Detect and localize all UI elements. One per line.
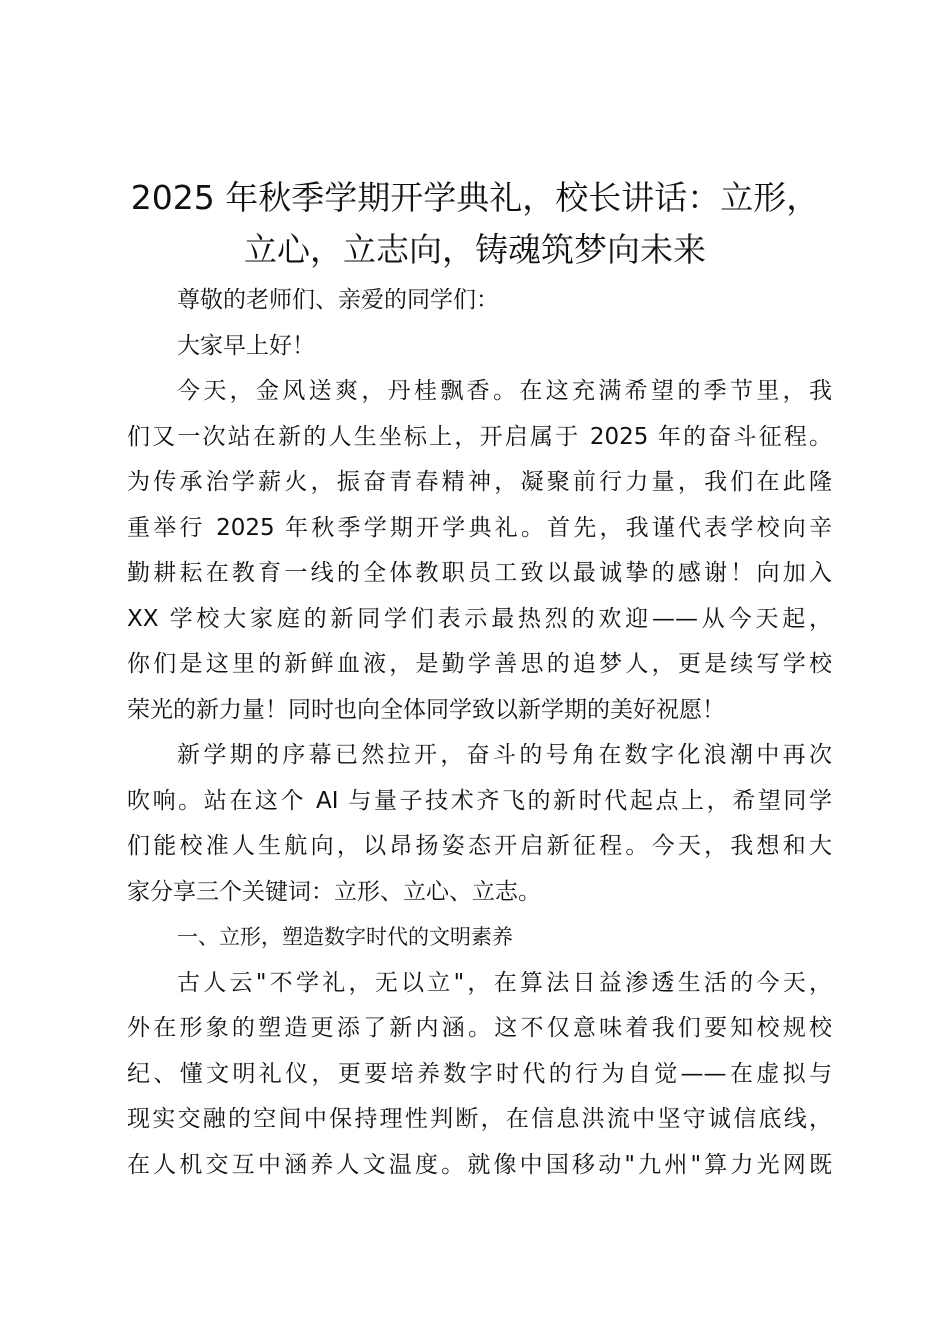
paragraph-line: 吹响。站在这个 AI 与量子技术齐飞的新时代起点上，希望同学 [127,787,832,814]
paragraph-line: 外在形象的塑造更添了新内涵。这不仅意味着我们要知校规校 [127,1015,832,1041]
paragraph-line: 重举行 2025 年秋季学期开学典礼。首先，我谨代表学校向辛 [127,514,832,541]
title-line: 2025 年秋季学期开学典礼，校长讲话：立形， [130,178,820,217]
paragraph-line: 家分享三个关键词：立形、立心、立志。 [127,878,541,905]
paragraph-line: 们又一次站在新的人生坐标上，开启属于 2025 年的奋斗征程。 [127,423,832,450]
paragraph-line: 你们是这里的新鲜血液，是勤学善思的追梦人，更是续写学校 [127,651,832,677]
salutation: 尊敬的老师们、亲爱的同学们： [177,287,499,313]
paragraph-line: 今天，金风送爽，丹桂飘香。在这充满希望的季节里，我 [177,378,832,404]
section-heading: 一、立形，塑造数字时代的文明素养 [177,925,513,949]
paragraph-line: 纪、懂文明礼仪，更要培养数字时代的行为自觉——在虚拟与 [127,1060,832,1087]
paragraph-line: 古人云"不学礼，无以立"，在算法日益渗透生活的今天， [177,969,832,996]
document-body [127,278,832,1188]
paragraph-line: 现实交融的空间中保持理性判断，在信息洪流中坚守诚信底线， [127,1106,832,1132]
paragraph-line: 新学期的序幕已然拉开，奋斗的号角在数字化浪潮中再次 [177,742,832,768]
title-line: 立心，立志向，铸魂筑梦向未来 [244,230,706,269]
paragraph-line: 勤耕耘在教育一线的全体教职员工致以最诚挚的感谢！向加入 [127,560,832,586]
paragraph-line: 为传承治学薪火，振奋青春精神，凝聚前行力量，我们在此隆 [127,469,832,495]
paragraph-line: 在人机交互中涵养人文温度。就像中国移动"九州"算力光网既 [127,1151,832,1178]
greeting: 大家早上好！ [177,332,315,359]
paragraph-line: XX 学校大家庭的新同学们表示最热烈的欢迎——从今天起， [127,605,832,632]
document-title [120,172,830,276]
paragraph-line: 们能校准人生航向，以昂扬姿态开启新征程。今天，我想和大 [127,833,832,859]
paragraph-line: 荣光的新力量！同时也向全体同学致以新学期的美好祝愿！ [127,696,725,723]
